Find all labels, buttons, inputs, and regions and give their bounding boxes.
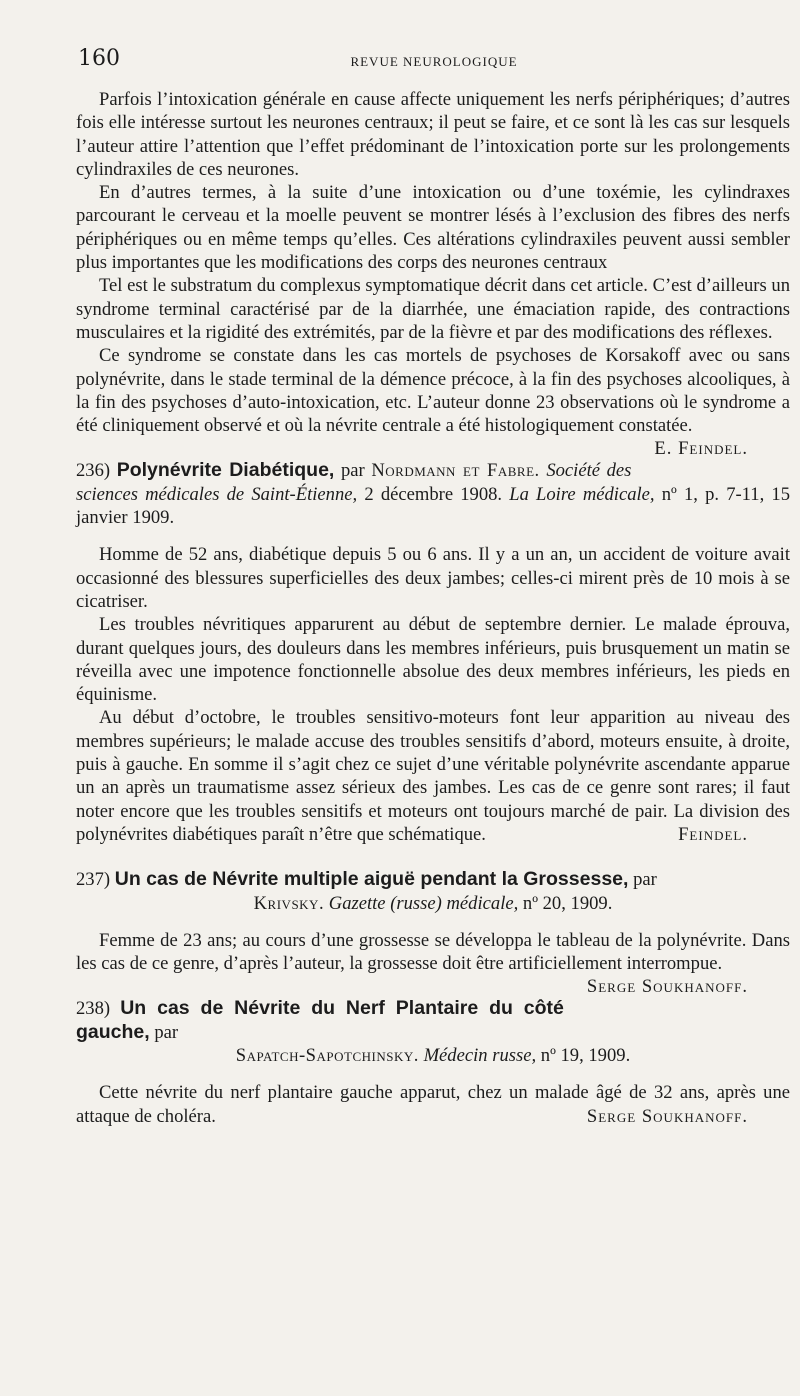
entry-signature: Feindel. (678, 823, 748, 845)
intro-last-text: Ce syndrome se constate dans les cas mortels de psychoses de Korsakoff avec ou sans polynévrite, dans le stade terminal de la démence précoce, à la fin des psychoses alcooliques, à la fin des psychoses d’auto-intoxication, etc. L’auteur donne 23 observations où le syndrome a été cliniquement observé et où la névrite centrale a été histologiquement constatée. (76, 345, 790, 437)
entry-title: Un cas de Névrite multiple aiguë pendant la Grossesse, (114, 868, 629, 891)
entry-last-text: Cette névrite du nerf plantaire gauche apparut, chez un malade âgé de 32 ans, après une attaque de choléra. (76, 1082, 790, 1127)
entry-236-heading (76, 459, 790, 529)
entry-journal: Médecin russe, (423, 1044, 537, 1066)
entry-signature: Serge Soukhanoff. (586, 976, 748, 998)
running-head (78, 46, 790, 74)
entry-journal-ref: nº 19, 1909. (540, 1044, 631, 1066)
intro-paragraph: En d’autres termes, à la suite d’une intoxication ou d’une toxémie, les cylindraxes parcourant le cerveau et la moelle peuvent se montrer lésés à l’exclusion des fibres des nerfs périphériques ou en même temps qu’elles. Ces altérations cylindraxiles peuvent aussi sembler plus importantes que les modifications des corps des neurones centraux (76, 182, 790, 274)
entry-237-heading (76, 868, 790, 915)
entry-authors: Nordmann et Fabre. (371, 460, 540, 482)
authors-prefix: par (154, 1021, 179, 1043)
intro-review (76, 88, 790, 460)
authors-prefix: par (340, 460, 365, 482)
entry-last-text: Au début d’octobre, le troubles sensitivo-moteurs font leur apparition au niveau des membres supérieurs; le malade accuse des troubles sensitifs d’abord, moteurs ensuite, à droite, puis à gauche. En somme il s’agit chez ce sujet d’une véritable polynévrite ascendante apparue un an après un traumatisme assez sérieux des jambes. Les cas de ce genre sont rares; il faut noter encore que les troubles sensitifs et moteurs ont toujours marché de pair. La division des polynévrites diabétiques paraît n’être que schématique. (76, 707, 790, 845)
entry-paragraph: Homme de 52 ans, diabétique depuis 5 ou 6 ans. Il y a un an, un accident de voiture avait occasionné des blessures superficielles des deux jambes; celles-ci mirent près de 10 mois à se cicatriser. (76, 544, 790, 612)
entry-237 (76, 868, 790, 998)
authors-prefix: par (633, 869, 657, 891)
intro-paragraph (76, 344, 790, 460)
entry-paragraph (76, 1081, 790, 1128)
entry-last-text: Femme de 23 ans; au cours d’une grossesse se développa le tableau de la polynévrite. Dans les cas de ce genre, d’après l’auteur, la grossesse doit être artificiellement interrompue. (76, 929, 790, 975)
entry-journal-ref: nº 1, p. 7-11, 15 janvier 1909. (76, 483, 790, 529)
entry-journal-ref: nº 20, 1909. (522, 892, 613, 914)
entry-238 (76, 997, 790, 1127)
entry-citation-line (76, 1044, 790, 1067)
entry-236 (76, 459, 790, 846)
entry-title: Polynévrite Diabétique, (116, 459, 335, 482)
entry-authors: Sapatch-Sapotchinsky. (235, 1044, 419, 1066)
page-body (76, 88, 790, 1128)
entry-238-heading (76, 997, 790, 1067)
page-number: 160 (78, 46, 120, 71)
entry-source-date: 2 décembre 1908. (364, 483, 503, 505)
entry-journal: La Loire médicale, (509, 483, 655, 505)
entry-paragraph (76, 929, 790, 998)
entry-journal: Gazette (russe) médicale, (328, 892, 519, 914)
entry-number: 238) (76, 998, 111, 1020)
journal-title: REVUE NEUROLOGIQUE (350, 54, 518, 69)
entry-number: 236) (76, 460, 111, 482)
entry-paragraph (76, 706, 790, 846)
entry-number: 237) (76, 869, 111, 891)
entry-source: Société des sciences médicales de Saint-Étienne, (76, 460, 632, 505)
entry-citation-line (76, 892, 790, 915)
intro-paragraph: Parfois l’intoxication générale en cause affecte uniquement les nerfs périphériques; d’autres fois elle intéresse surtout les neurones centraux; il peut se faire, et ce sont là les cas sur lesquels l’auteur attire l’attention que l’effet prédominant de l’intoxication porte sur les prolongements cylindraxiles de ces neurones. (76, 89, 790, 180)
entry-title: Un cas de Névrite du Nerf Plantaire du côté gauche, (76, 997, 564, 1043)
intro-signature: E. Feindel. (654, 438, 748, 460)
entry-paragraph: Les troubles névritiques apparurent au début de septembre dernier. Le malade éprouva, durant quelques jours, des douleurs dans les membres inférieurs, puis brusquement un matin se réveilla avec une impotence fonctionnelle absolue des deux membres inférieurs, les pieds en équinisme. (76, 614, 790, 706)
entry-authors: Krivsky. (253, 892, 325, 914)
entry-signature: Serge Soukhanoff. (586, 1105, 748, 1127)
intro-paragraph: Tel est le substratum du complexus symptomatique décrit dans cet article. C’est d’ailleurs un syndrome terminal caractérisé par de la diarrhée, une émaciation rapide, des contractions musculaires et la rigidité des extrémités, par de la fièvre et par des modifications des réflexes. (76, 275, 790, 343)
